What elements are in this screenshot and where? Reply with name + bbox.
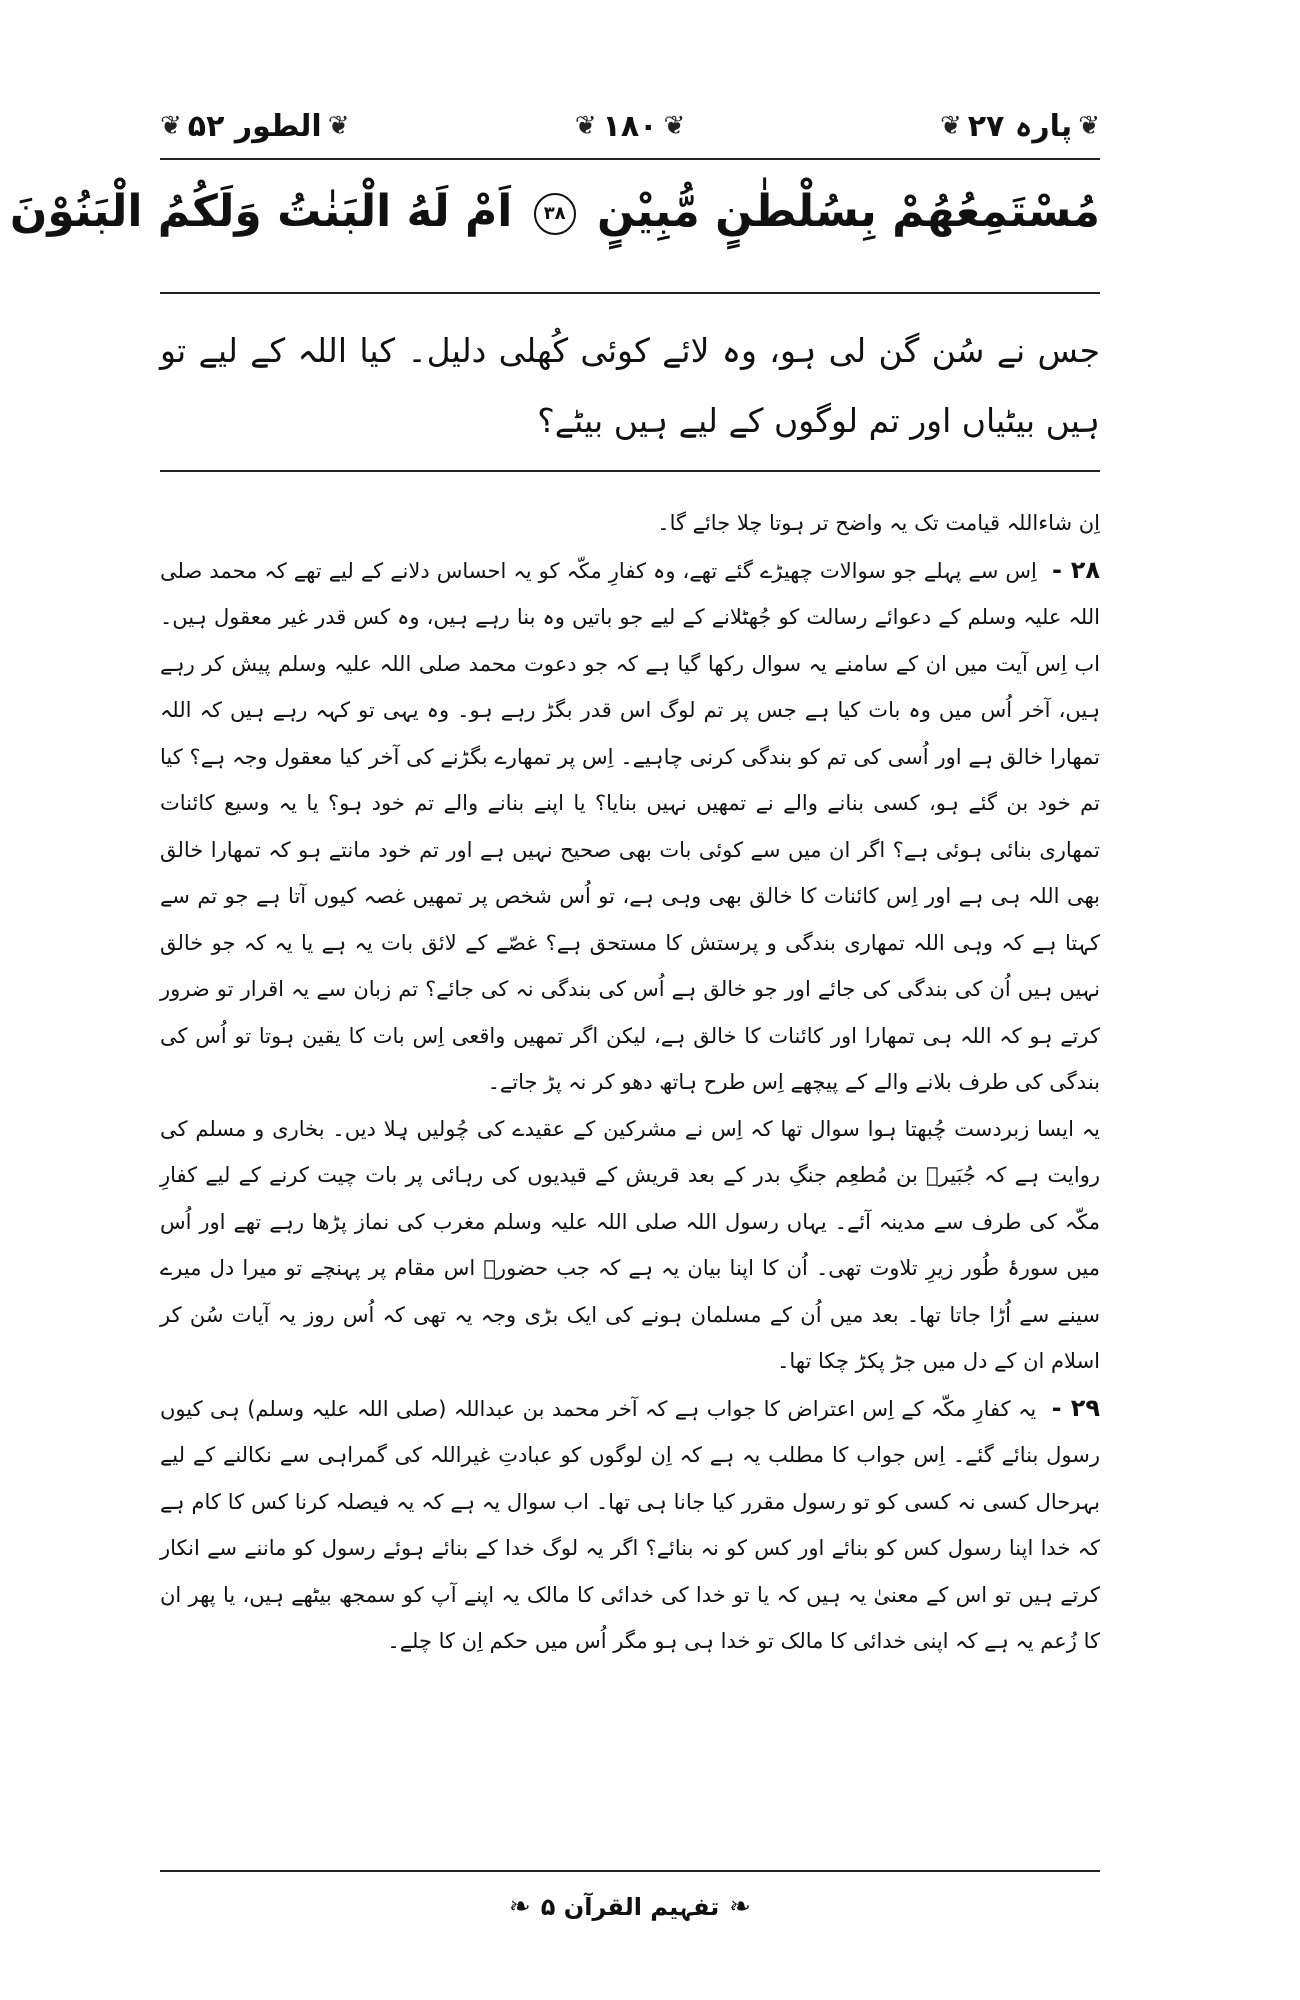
commentary-intro: اِن شاءاللہ قیامت تک یہ واضح تر ہوتا چلا جائے گا۔ [657,511,1100,535]
ornament-icon: ❦ [574,111,597,141]
ornament-icon: ❧ [729,1892,752,1922]
urdu-translation: جس نے سُن گن لی ہو، وہ لائے کوئی کُھلی دلیل۔ کیا اللہ کے لیے تو ہیں بیٹیاں اور تم لوگوں کے لیے ہیں بیٹے؟ [160,331,1100,440]
note-28 [160,547,1100,1106]
ornament-icon: ❦ [327,111,350,141]
note-28-text: اِس سے پہلے جو سوالات چھیڑے گئے تھے، وہ کفارِ مکّہ کو یہ احساس دلانے کے لیے تھے کہ محمد صلی اللہ علیہ وسلم کے دعوائے رسالت کو جُھٹلانے کے لیے جو باتیں وہ بنا رہے ہیں، وہ کس قدر غیر معقول ہیں۔ اب اِس آیت میں ان کے سامنے یہ سوال رکھا گیا ہے کہ جو دعوت محمد صلی اللہ علیہ وسلم پیش کر رہے ہیں، آخر اُس میں وہ بات کیا ہے جس پر تم لوگ اس قدر بگڑ رہے ہو۔ وہ یہی تو کہہ رہے ہیں کہ اللہ تمھارا خالق ہے اور اُسی کی تم کو بندگی کرنی چاہیے۔ اِس پر تمھارے بگڑنے کی آخر کیا معقول وجہ ہے؟ کیا تم خود بن گئے ہو، کسی بنانے والے نے تمھیں نہیں بنایا؟ یا اپنے بنانے والے تم خود ہو؟ یا یہ وسیع کائنات تمھاری بنائی ہوئی ہے؟ اگر ان میں سے کوئی بات بھی صحیح نہیں ہے اور تم خود مانتے ہو کہ تمھارا خالق بھی اللہ ہی ہے اور اِس کائنات کا خالق بھی وہی ہے، تو اُس شخص پر تمھیں غصہ کیوں آتا ہے جو تم سے کہتا ہے کہ وہی اللہ تمھاری بندگی و پرستش کا مستحق ہے؟ غصّے کے لائق بات یہ ہے یا یہ کہ جو خالق نہیں ہیں اُن کی بندگی کی جائے اور جو خالق ہے اُس کی بندگی نہ کی جائے؟ تم زبان سے یہ اقرار تو ضرور کرتے ہو کہ اللہ ہی تمھارا اور کائنات کا خالق ہے، لیکن اگر تمھیں واقعی اِس بات کا یقین ہوتا تو اُس کی بندگی کی طرف بلانے والے کے پیچھے اِس طرح ہاتھ دھو کر نہ پڑ جاتے۔ [160,558,1100,1094]
page-number: ۱۸۰ [602,108,658,144]
header-para [940,102,1100,150]
ornament-icon: ❦ [1078,111,1100,141]
note-number: ۲۸ - [1051,555,1100,584]
surah-label: الطور ۵۲ [187,108,322,144]
translation-rule [160,470,1100,472]
ornament-icon: ❦ [939,111,962,141]
note-29-text: یہ کفارِ مکّہ کے اِس اعتراض کا جواب ہے کہ آخر محمد بن عبداللہ (صلی اللہ علیہ وسلم) ہی کیوں رسول بنائے گئے۔ اِس جواب کا مطلب یہ ہے کہ اِن لوگوں کو عبادتِ غیراللہ کی گمراہی سے نکالنے کے لیے بہرحال کسی نہ کسی کو تو رسول مقرر کیا جانا ہی تھا۔ اب سوال یہ ہے کہ یہ فیصلہ کرنا کس کا کام ہے کہ خدا اپنا رسول کس کو بنائے اور کس کو نہ بنائے؟ اگر یہ لوگ خدا کے بنائے ہوئے رسول کو ماننے سے انکار کرتے ہیں تو اس کے معنیٰ یہ ہیں کہ یا تو خدا کی خدائی کا مالک یہ اپنے آپ کو سمجھ بیٹھے ہیں، یا پھر ان کا زُعم یہ ہے کہ اپنی خدائی کا مالک تو خدا ہی ہو مگر اُس میں حکم اِن کا چلے۔ [160,1396,1100,1653]
arabic-verse [9,172,1100,252]
footer [160,1882,1100,1932]
footer-rule [160,1870,1100,1872]
ayah-marker-38: ۳۸ [534,193,576,235]
book-title: تفہیم القرآن ۵ [540,1893,720,1921]
ornament-icon: ❦ [160,111,182,141]
verse-part-1: مُسْتَمِعُهُمْ بِسُلْطٰنٍ مُّبِيْنٍ [597,186,1100,237]
header-rule [160,158,1100,160]
running-header [160,102,1100,154]
verse-rule [160,292,1100,294]
commentary [160,500,1100,1665]
header-surah [160,102,350,150]
ornament-icon: ❧ [508,1892,531,1922]
verse-part-2: اَمْ لَهُ الْبَنٰتُ وَلَكُمُ الْبَنُوْنَ [9,186,513,237]
note-number: ۲۹ - [1051,1393,1100,1422]
paragraph-jubair: یہ ایسا زبردست چُبھتا ہوا سوال تھا کہ اِس نے مشرکین کے عقیدے کی چُولیں ہِلا دیں۔ بخاری و مسلم کی روایت ہے کہ جُبَیرؓ بن مُطعِم جنگِ بدر کے بعد قریش کے قیدیوں کی رہائی پر بات چیت کرنے کے لیے کفارِ مکّہ کی طرف سے مدینہ آئے۔ یہاں رسول اللہ صلی اللہ علیہ وسلم مغرب کی نماز پڑھا رہے تھے اور اُس میں سورۂ طُور زیرِ تلاوت تھی۔ اُن کا اپنا بیان یہ ہے کہ جب حضورؐ اس مقام پر پہنچے تو میرا دل میرے سینے سے اُڑا جاتا تھا۔ بعد میں اُن کے مسلمان ہونے کی ایک بڑی وجہ یہ تھی کہ اُس روز یہ آیات سُن کر اسلام ان کے دل میں جڑ پکڑ چکا تھا۔ [160,1116,1100,1373]
para-label: پارہ ۲۷ [967,108,1073,144]
header-page-number [575,102,686,150]
note-29 [160,1385,1100,1665]
ornament-icon: ❦ [663,111,686,141]
